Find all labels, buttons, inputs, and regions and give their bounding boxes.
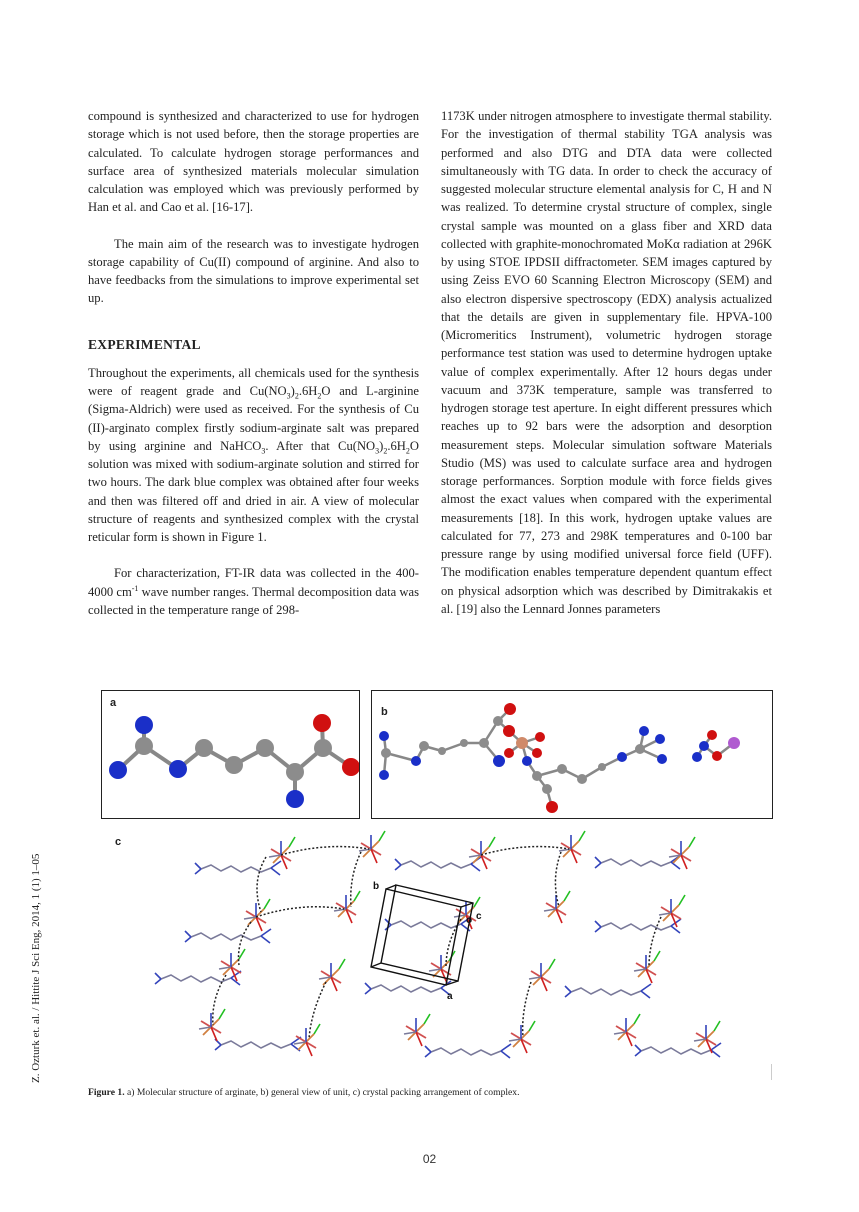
- panel-label: c: [115, 836, 122, 848]
- left-column: [88, 107, 419, 619]
- cell-axis-b: b: [373, 881, 380, 892]
- arginate-molecule: [102, 691, 359, 818]
- panel-b: [371, 690, 773, 819]
- sidebar-citation: Z. Ozturk et. al. / Hittite J Sci Eng, 2014, 1 (1) 1–05: [30, 853, 42, 1083]
- panel-a: [101, 690, 360, 819]
- cell-axis-a: a: [447, 991, 453, 1002]
- panel-label: b: [381, 706, 388, 718]
- crystal-packing-diagram: [101, 827, 771, 1085]
- panel-c: [101, 827, 771, 1085]
- paragraph: For characterization, FT-IR data was collected in the 400-4000 $cm^{-1}$ wave number ranges. Thermal decomposition data was collected in the temperature range of 298-: [88, 566, 419, 617]
- cell-axis-c: c: [476, 911, 482, 922]
- right-column: [441, 107, 772, 618]
- paragraph: The main aim of the research was to investigate hydrogen storage capability of Cu(II) compound of arginine. And also to have feedbacks from the simulations to improve experimental set up.: [88, 236, 419, 306]
- panel-label: a: [110, 697, 117, 709]
- page-number: 02: [422, 1152, 437, 1166]
- paragraph: compound is synthesized and characterized to use for hydrogen storage which is not used before, then the storage properties are calculated. To calculate hydrogen storage performances and surface area of synthesized materials molecular simulation calculation was employed which was previously performed by Han et al. and Cao et al. [16-17].: [88, 109, 419, 215]
- paragraph: Throughout the experiments, all chemicals used for the synthesis were of reagent grade and $Cu(NO_3)_2.6H_2O$ and L-arginine (Sigma-Aldrich) were used as received. For the synthesis of Cu (II)-arginato complex firstly sodium-arginate salt was prepared by using arginine and NaHCO$_3$. After that $Cu(NO_3)_2.6H_2O$ solution was mixed with sodium-arginate solution and stirred for two hours. The dark blue complex was obtained after four weeks and then was filtered off and dried in air. A view of molecular structure of reagents and synthesized complex with the crystal reticular form is shown in Figure 1.: [88, 365, 419, 544]
- divider: [771, 1064, 772, 1080]
- caption-label: Figure 1.: [88, 1087, 125, 1098]
- cell-origin: o: [466, 915, 473, 926]
- caption-text: a) Molecular structure of arginate, b) general view of unit, c) crystal packing arrangement of complex.: [124, 1087, 520, 1098]
- figure-caption: [88, 1087, 519, 1098]
- unit-view-molecule: [372, 691, 772, 818]
- section-heading: EXPERIMENTAL: [88, 336, 201, 352]
- paragraph: 1173K under nitrogen atmosphere to investigate thermal stability. For the investigation of thermal stability TGA analysis was performed and also DTG and DTA data were collected simultaneously with TG data. In order to check the accuracy of suggested molecular structure elemental analysis for C, H and N was realized. To determine crystal structure of complex, single crystal sample was mounted on a glass fiber and XRD data collected with graphite-monochromated MoKα radiation at 296K by using STOE IPDSII diffractometer. SEM images captured by using Zeiss EVO 60 Scanning Electron Microscopy (SEM) and also electron dispersive spectroscopy (EDX) analysis actualized that the details are given in supplementary file. HPVA-100 (Micromeritics Instrument), volumetric hydrogen storage performance test station was used to determine hydrogen uptake value of complex experimentally. After 12 hours degas under vacuum and 373K temperature, sample was transferred to hydrogen storage test aperture. In eight different pressures which reaches up to 92 bars were the adsorption and desorption measurement steps. Molecular simulation software Materials Studio (MS) was used to calculate surface area and hydrogen storage performances. Sorption module with force fields gives almost the exact values when compared with the experimental measurements [18]. In this work, hydrogen uptake values are calculated for 77, 273 and 298K temperatures and 0-100 bar pressure range by using modified universal force field (UFF). The modification enables temperature dependent quantum effect on physical adsorption which was described by Dimitrakakis et al. [19] also the Lennard Jonnes parameters: [441, 109, 772, 616]
